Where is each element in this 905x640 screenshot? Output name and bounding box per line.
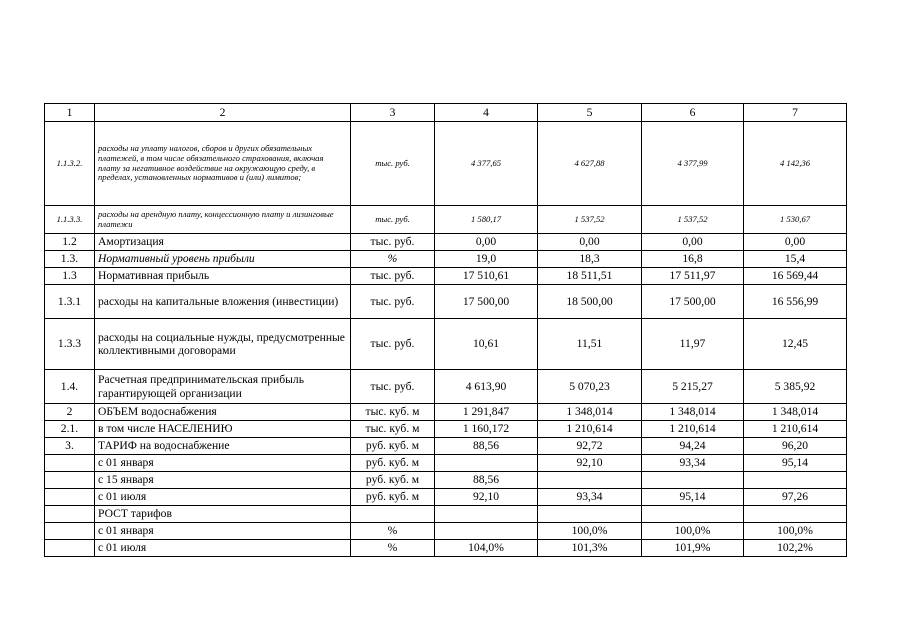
table-row [45, 438, 847, 455]
header-cell: 1 [45, 104, 95, 122]
value-cell: 5 070,23 [538, 370, 642, 404]
header-cell: 2 [95, 104, 351, 122]
header-cell: 4 [435, 104, 538, 122]
row-number: 1.1.3.2. [45, 122, 95, 206]
row-label: Нормативная прибыль [95, 268, 351, 285]
table-row [45, 523, 847, 540]
table-row [45, 268, 847, 285]
value-cell: 102,2% [744, 540, 847, 557]
value-cell: 92,10 [538, 455, 642, 472]
value-cell [642, 506, 744, 523]
header-cell: 5 [538, 104, 642, 122]
value-cell: 11,51 [538, 319, 642, 370]
value-cell: 1 348,014 [538, 404, 642, 421]
value-cell: 1 210,614 [744, 421, 847, 438]
row-number: 1.2 [45, 234, 95, 251]
row-unit: % [351, 540, 435, 557]
value-cell [744, 506, 847, 523]
row-number [45, 540, 95, 557]
row-unit: тыс. куб. м [351, 421, 435, 438]
value-cell [435, 455, 538, 472]
value-cell: 18 500,00 [538, 285, 642, 319]
value-cell: 0,00 [538, 234, 642, 251]
value-cell: 16 569,44 [744, 268, 847, 285]
value-cell: 93,34 [642, 455, 744, 472]
row-unit: тыс. руб. [351, 206, 435, 234]
value-cell: 4 377,99 [642, 122, 744, 206]
row-unit: тыс. руб. [351, 268, 435, 285]
value-cell: 1 160,172 [435, 421, 538, 438]
value-cell: 11,97 [642, 319, 744, 370]
row-label: Расчетная предпринимательская прибыль гарантирующей организации [95, 370, 351, 404]
row-unit: руб. куб. м [351, 438, 435, 455]
value-cell: 1 291,847 [435, 404, 538, 421]
table-row [45, 251, 847, 268]
value-cell: 92,72 [538, 438, 642, 455]
value-cell: 88,56 [435, 472, 538, 489]
row-unit: % [351, 251, 435, 268]
value-cell: 5 385,92 [744, 370, 847, 404]
row-number [45, 455, 95, 472]
value-cell: 16,8 [642, 251, 744, 268]
value-cell: 1 530,67 [744, 206, 847, 234]
value-cell: 17 511,97 [642, 268, 744, 285]
value-cell: 18,3 [538, 251, 642, 268]
value-cell [538, 506, 642, 523]
value-cell: 17 510,61 [435, 268, 538, 285]
row-number: 2 [45, 404, 95, 421]
table-row [45, 421, 847, 438]
table-row [45, 206, 847, 234]
value-cell [435, 523, 538, 540]
table-row [45, 489, 847, 506]
tariff-table [44, 103, 847, 557]
row-label: ТАРИФ на водоснабжение [95, 438, 351, 455]
value-cell: 88,56 [435, 438, 538, 455]
row-label: расходы на социальные нужды, предусмотренные коллективными договорами [95, 319, 351, 370]
value-cell: 93,34 [538, 489, 642, 506]
table-row [45, 506, 847, 523]
row-label: с 15 января [95, 472, 351, 489]
value-cell: 0,00 [642, 234, 744, 251]
row-label: с 01 января [95, 523, 351, 540]
table-row [45, 122, 847, 206]
value-cell: 10,61 [435, 319, 538, 370]
value-cell: 100,0% [642, 523, 744, 540]
row-label: Нормативный уровень прибыли [95, 251, 351, 268]
table-row [45, 285, 847, 319]
row-label: расходы на уплату налогов, сборов и других обязательных платежей, в том числе обязательного страхования, включая плату за негативное воздействие на окружающую среду, в пределах, установленных нормативов и (или) лимитов; [95, 122, 351, 206]
value-cell: 0,00 [744, 234, 847, 251]
value-cell: 17 500,00 [642, 285, 744, 319]
value-cell: 95,14 [642, 489, 744, 506]
table-row [45, 370, 847, 404]
value-cell: 1 580,17 [435, 206, 538, 234]
value-cell [538, 472, 642, 489]
value-cell: 1 537,52 [538, 206, 642, 234]
value-cell: 5 215,27 [642, 370, 744, 404]
table-row [45, 404, 847, 421]
value-cell: 95,14 [744, 455, 847, 472]
header-row [45, 104, 847, 122]
row-number [45, 523, 95, 540]
row-number [45, 489, 95, 506]
row-number: 1.3.3 [45, 319, 95, 370]
row-number: 1.3 [45, 268, 95, 285]
table-row [45, 455, 847, 472]
row-number: 2.1. [45, 421, 95, 438]
value-cell: 4 627,88 [538, 122, 642, 206]
table-row [45, 319, 847, 370]
value-cell [642, 472, 744, 489]
row-unit: тыс. руб. [351, 285, 435, 319]
row-label: РОСТ тарифов [95, 506, 351, 523]
value-cell: 97,26 [744, 489, 847, 506]
value-cell: 1 348,014 [642, 404, 744, 421]
row-unit [351, 506, 435, 523]
header-cell: 7 [744, 104, 847, 122]
value-cell: 4 613,90 [435, 370, 538, 404]
row-unit: тыс. куб. м [351, 404, 435, 421]
row-unit: руб. куб. м [351, 472, 435, 489]
row-label: в том числе НАСЕЛЕНИЮ [95, 421, 351, 438]
value-cell: 96,20 [744, 438, 847, 455]
row-number: 1.4. [45, 370, 95, 404]
row-label: с 01 июля [95, 540, 351, 557]
value-cell: 4 377,65 [435, 122, 538, 206]
row-unit: руб. куб. м [351, 455, 435, 472]
row-number [45, 506, 95, 523]
value-cell: 101,9% [642, 540, 744, 557]
value-cell [435, 506, 538, 523]
value-cell: 12,45 [744, 319, 847, 370]
value-cell: 15,4 [744, 251, 847, 268]
row-label: расходы на капитальные вложения (инвестиции) [95, 285, 351, 319]
row-number: 1.3.1 [45, 285, 95, 319]
row-number: 3. [45, 438, 95, 455]
value-cell: 1 210,614 [538, 421, 642, 438]
row-number: 1.1.3.3. [45, 206, 95, 234]
row-label: Амортизация [95, 234, 351, 251]
row-unit: руб. куб. м [351, 489, 435, 506]
value-cell [744, 472, 847, 489]
value-cell: 19,0 [435, 251, 538, 268]
value-cell: 100,0% [744, 523, 847, 540]
table-row [45, 540, 847, 557]
row-unit: тыс. руб. [351, 319, 435, 370]
table-row [45, 234, 847, 251]
value-cell: 100,0% [538, 523, 642, 540]
table-row [45, 472, 847, 489]
value-cell: 1 537,52 [642, 206, 744, 234]
row-unit: тыс. руб. [351, 122, 435, 206]
row-number [45, 472, 95, 489]
value-cell: 104,0% [435, 540, 538, 557]
value-cell: 1 348,014 [744, 404, 847, 421]
row-label: с 01 января [95, 455, 351, 472]
value-cell: 18 511,51 [538, 268, 642, 285]
value-cell: 4 142,36 [744, 122, 847, 206]
row-label: ОБЪЕМ водоснабжения [95, 404, 351, 421]
value-cell: 1 210,614 [642, 421, 744, 438]
value-cell: 92,10 [435, 489, 538, 506]
row-unit: тыс. руб. [351, 234, 435, 251]
header-cell: 3 [351, 104, 435, 122]
row-label: с 01 июля [95, 489, 351, 506]
value-cell: 17 500,00 [435, 285, 538, 319]
row-number: 1.3. [45, 251, 95, 268]
value-cell: 101,3% [538, 540, 642, 557]
value-cell: 0,00 [435, 234, 538, 251]
row-unit: тыс. руб. [351, 370, 435, 404]
row-label: расходы на арендную плату, концессионную плату и лизинговые платежи [95, 206, 351, 234]
value-cell: 16 556,99 [744, 285, 847, 319]
value-cell: 94,24 [642, 438, 744, 455]
header-cell: 6 [642, 104, 744, 122]
row-unit: % [351, 523, 435, 540]
